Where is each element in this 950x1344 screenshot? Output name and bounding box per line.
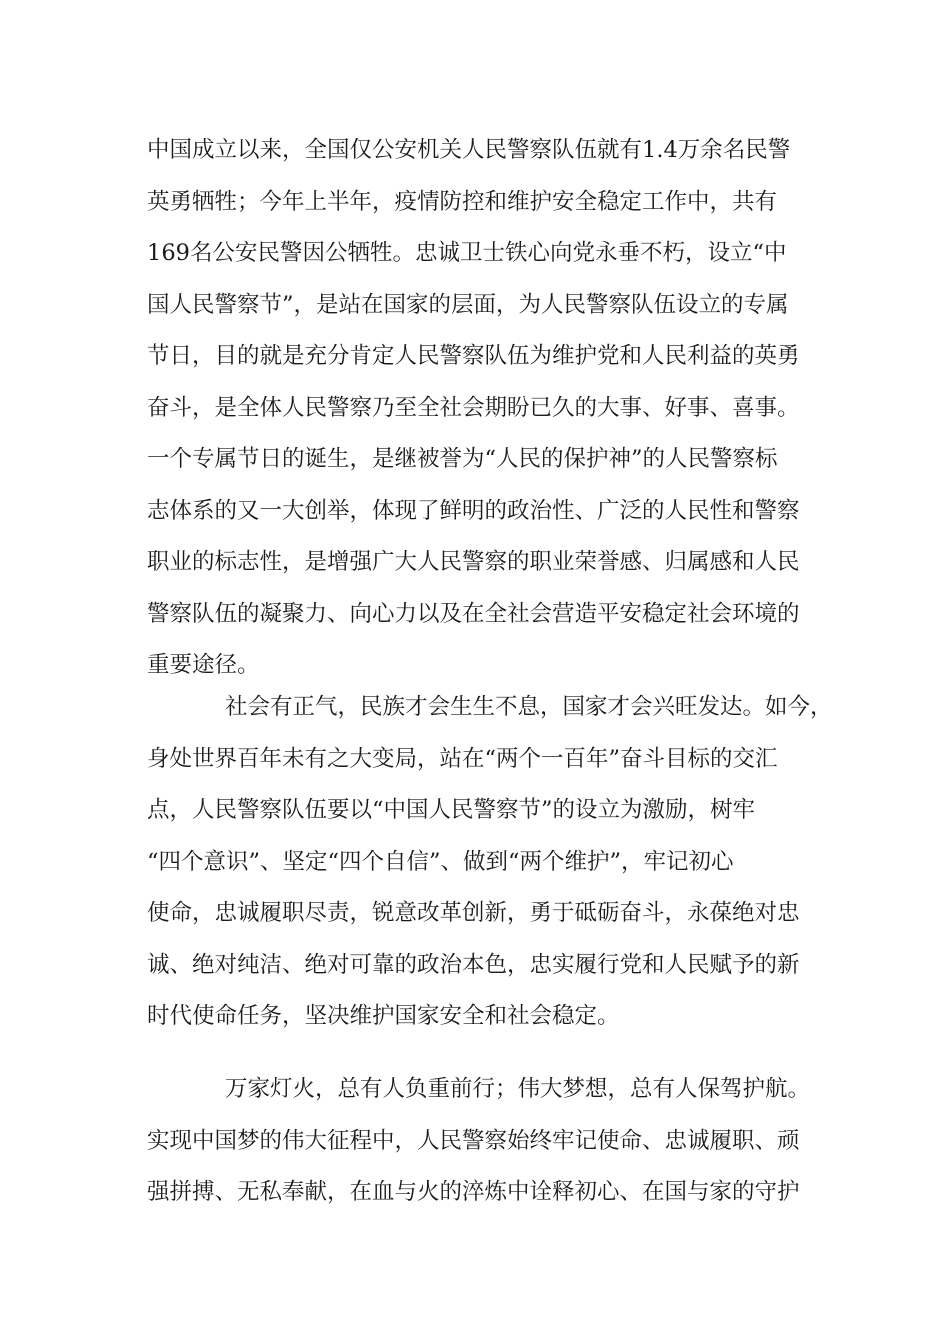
text-line: 志体系的又一大创举，体现了鲜明的政治性、广泛的人民性和警察 bbox=[147, 497, 800, 524]
text-line: 时代使命任务，坚决维护国家安全和社会稳定。 bbox=[147, 1003, 620, 1029]
text-line: 奋斗，是全体人民警察乃至全社会期盼已久的大事、好事、喜事。 bbox=[147, 394, 800, 421]
text-line: 一个专属节日的诞生，是继被誉为“人民的保护神”的人民警察标 bbox=[147, 446, 778, 472]
text-line: 节日，目的就是充分肯定人民警察队伍为维护党和人民利益的英勇 bbox=[147, 343, 800, 369]
paragraph-3 bbox=[147, 1064, 837, 1219]
text-line: 社会有正气，民族才会生生不息，国家才会兴旺发达。如今， bbox=[225, 694, 833, 720]
text-line: 中国成立以来，全国仅公安机关人民警察队伍就有1.4万余名民警 bbox=[147, 137, 791, 163]
text-line: 英勇牺牲；今年上半年，疫情防控和维护安全稳定工作中，共有 bbox=[147, 188, 778, 215]
text-line: 国人民警察节”，是站在国家的层面，为人民警察队伍设立的专属 bbox=[147, 291, 789, 318]
text-line: 万家灯火，总有人负重前行；伟大梦想，总有人保驾护航。 bbox=[225, 1076, 811, 1102]
text-line: 强拼搏、无私奉献，在血与火的淬炼中诠释初心、在国与家的守护 bbox=[147, 1179, 800, 1205]
text-line: 身处世界百年未有之大变局，站在“两个一百年”奋斗目标的交汇 bbox=[147, 745, 778, 772]
text-line: 169名公安民警因公牺牲。忠诚卫士铁心向党永垂不朽，设立“中 bbox=[147, 240, 787, 266]
text-line: “四个意识”、坚定“四个自信”、做到“两个维护”，牢记初心 bbox=[147, 848, 734, 875]
text-line: 诚、绝对纯洁、绝对可靠的政治本色，忠实履行党和人民赋予的新 bbox=[147, 951, 800, 978]
paragraph-1 bbox=[147, 125, 837, 692]
text-line: 警察队伍的凝聚力、向心力以及在全社会营造平安稳定社会环境的 bbox=[147, 600, 800, 627]
text-line: 职业的标志性，是增强广大人民警察的职业荣誉感、归属感和人民 bbox=[147, 549, 800, 575]
text-line: 点，人民警察队伍要以“中国人民警察节”的设立为激励，树牢 bbox=[147, 797, 756, 823]
text-line: 实现中国梦的伟大征程中，人民警察始终牢记使命、忠诚履职、顽 bbox=[147, 1127, 800, 1154]
paragraph-2 bbox=[147, 682, 837, 1043]
text-line: 使命，忠诚履职尽责，锐意改革创新，勇于砥砺奋斗，永葆绝对忠 bbox=[147, 900, 800, 926]
text-line: 重要途径。 bbox=[147, 652, 260, 678]
